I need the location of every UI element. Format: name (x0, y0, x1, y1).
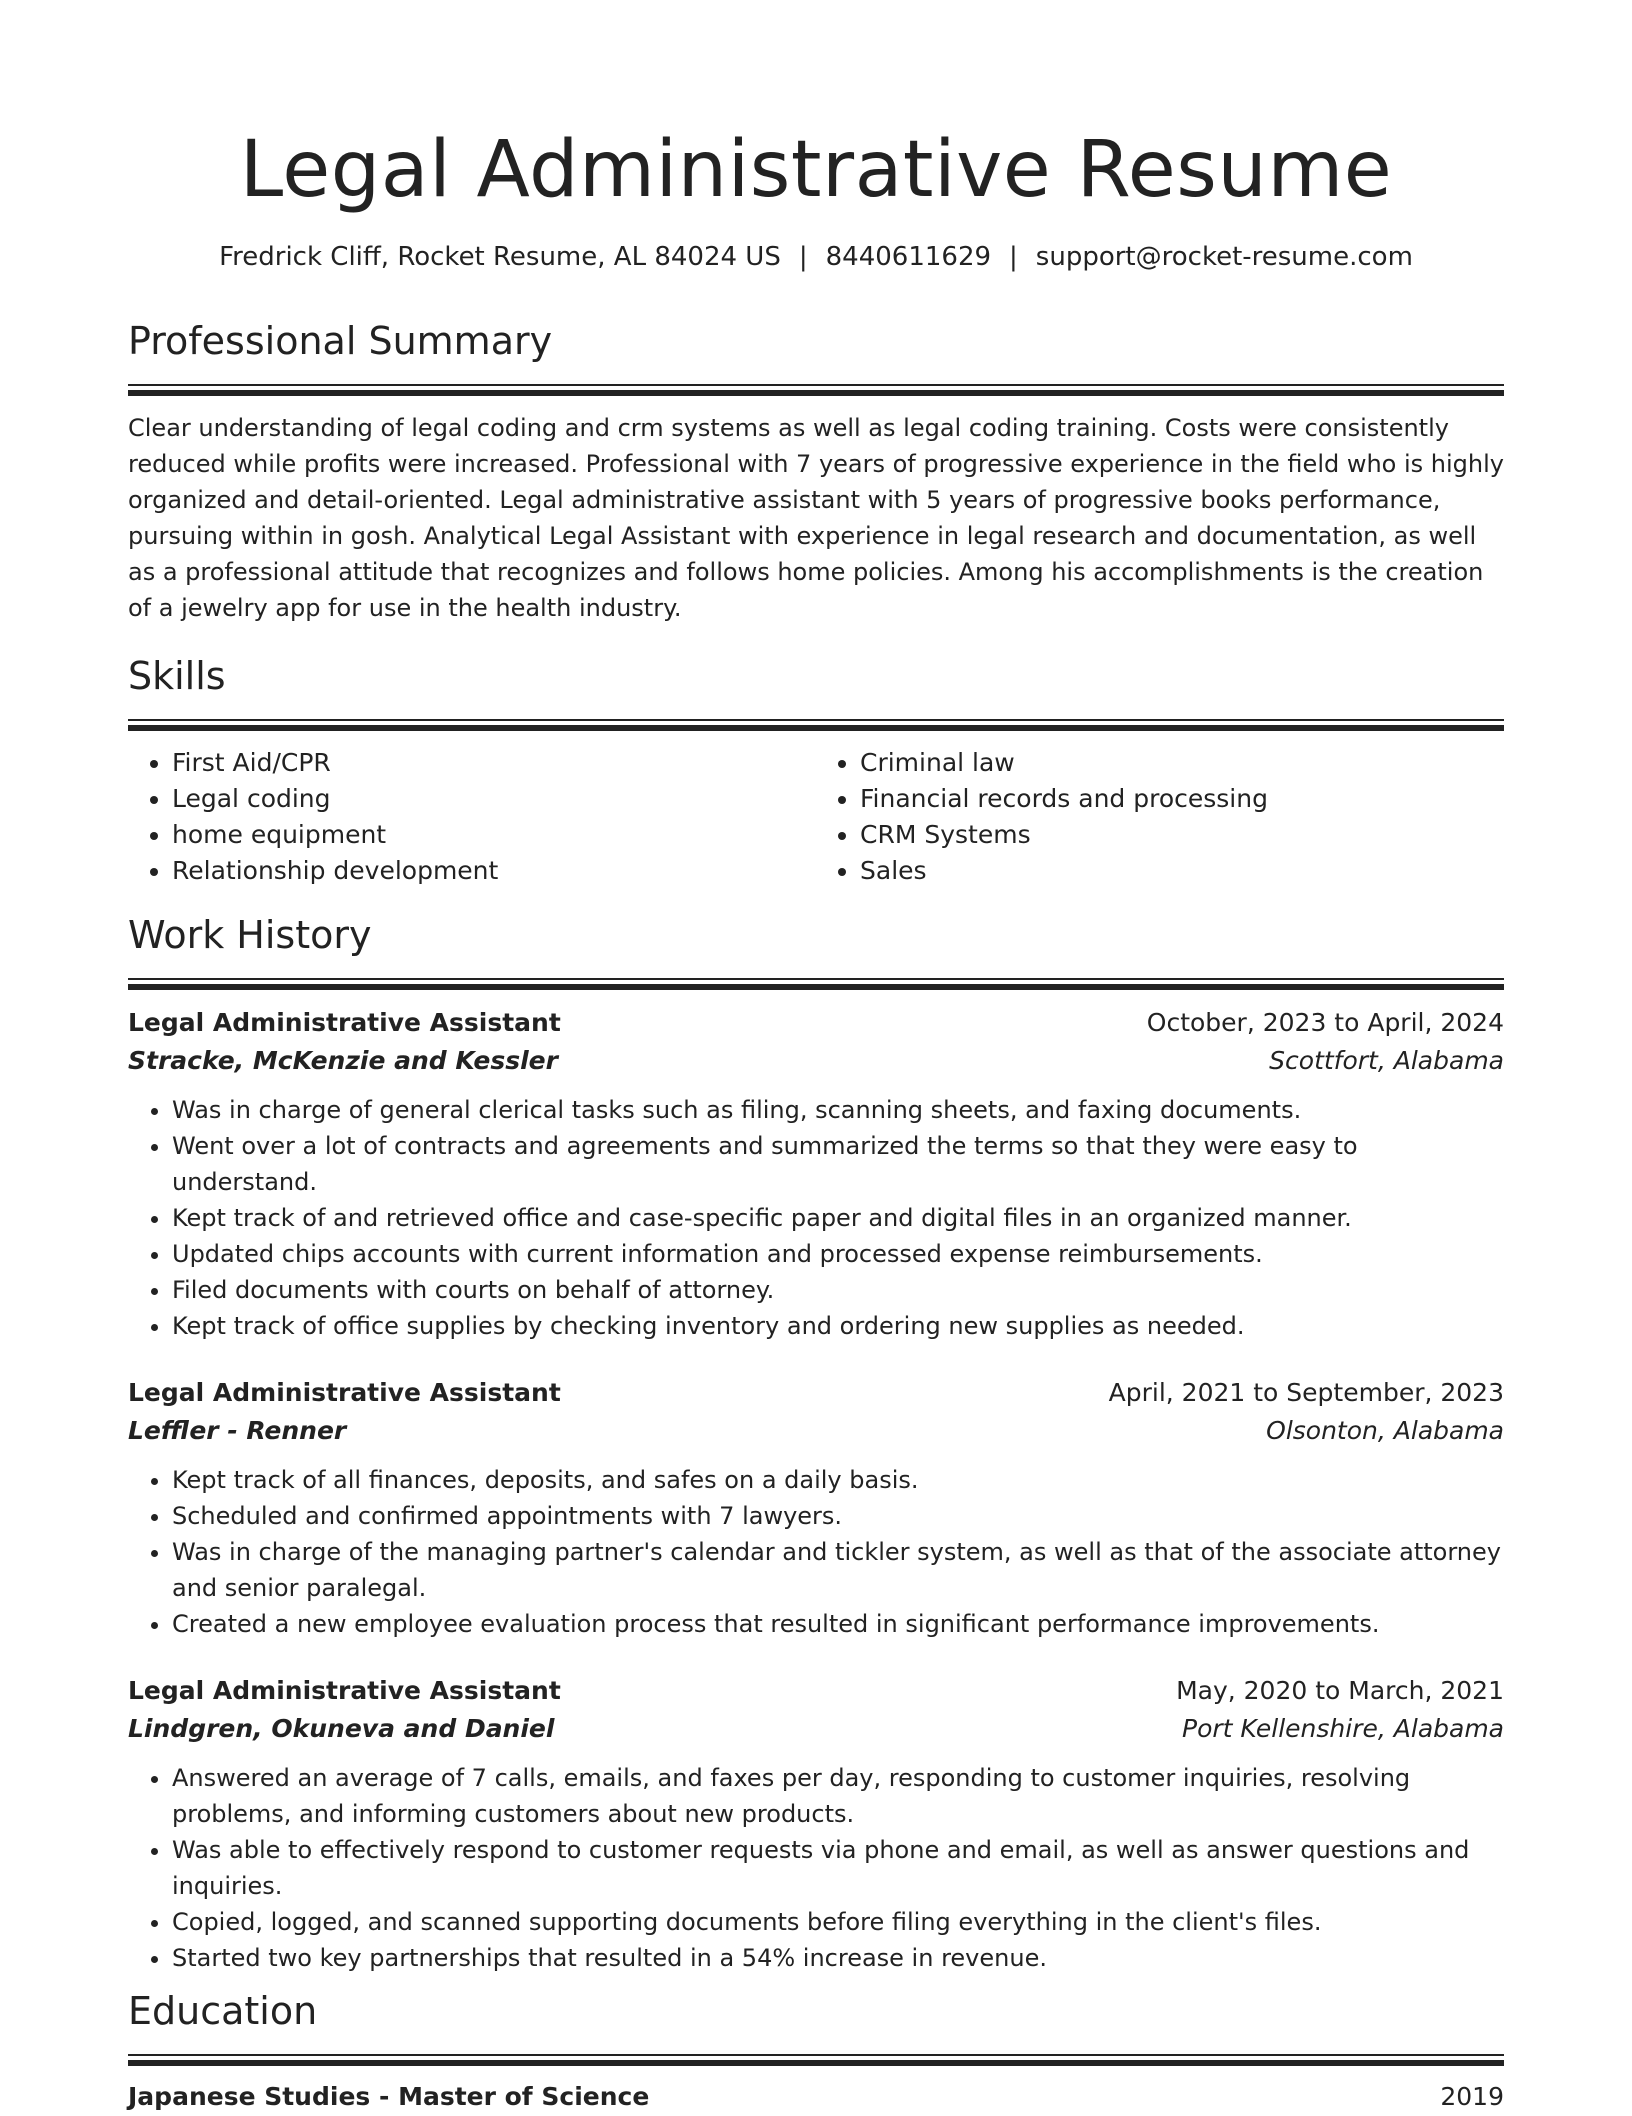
skill-item: • Criminal law (860, 745, 1504, 781)
job-location: Scottfort, Alabama (1269, 1046, 1504, 1075)
skill-item: • Relationship development (172, 853, 816, 889)
section-heading: Professional Summary (128, 319, 553, 363)
job-dates: April, 2021 to September, 2023 (1108, 1378, 1504, 1407)
job-location: Port Kellenshire, Alabama (1182, 1714, 1504, 1743)
job-title: Legal Administrative Assistant (128, 1378, 561, 1407)
job-bullet: • Answered an average of 7 calls, emails, and faxes per day, responding to customer inquiries, resolving problems, and informing customers about new products. (172, 1760, 1504, 1832)
contact-separator: | (798, 242, 808, 272)
job-entry (128, 1004, 1504, 1344)
summary-text: Clear understanding of legal coding and crm systems as well as legal coding training. Costs were consistently reduced while profits were increased. Professional with 7 years of progressive experience in the field who is highly organized and detail-oriented. Legal administrative assistant with 5 years of progressive books performance, pursuing within in gosh. Analytical Legal Assistant with experience in legal research and documentation, as well as a professional attitude that recognizes and follows home policies. Among his accomplishments is the creation of a jewelry app for use in the health industry. (128, 414, 1504, 622)
job-title: Legal Administrative Assistant (128, 1676, 561, 1705)
skills-column-right (816, 745, 1504, 889)
job-entry (128, 1672, 1504, 1976)
job-entry (128, 1374, 1504, 1642)
section-divider (128, 384, 1504, 396)
job-bullet: • Created a new employee evaluation process that resulted in significant performance improvements. (172, 1606, 1504, 1642)
section-heading: Skills (128, 654, 226, 698)
job-bullet: • Kept track of and retrieved office and case-specific paper and digital files in an organized manner. (172, 1200, 1504, 1236)
job-bullets (128, 1092, 1504, 1344)
job-dates: October, 2023 to April, 2024 (1146, 1008, 1504, 1037)
job-bullets (128, 1760, 1504, 1976)
section-divider (128, 719, 1504, 731)
education-section (128, 1986, 1504, 2116)
contact-address: Fredrick Cliff, Rocket Resume, AL 84024 US (219, 242, 781, 272)
job-company: Lindgren, Okuneva and Daniel (128, 1714, 555, 1743)
skills-list (128, 745, 1504, 889)
work-history-section (128, 910, 1504, 1976)
education-degree: Japanese Studies - Master of Science (128, 2082, 650, 2111)
contact-phone: 8440611629 (825, 242, 992, 272)
skills-section (128, 651, 1504, 889)
job-bullet: • Updated chips accounts with current information and processed expense reimbursements. (172, 1236, 1504, 1272)
contact-email: support@rocket-resume.com (1035, 242, 1413, 272)
job-bullet: • Was able to effectively respond to customer requests via phone and email, as well as answer questions and inquiries. (172, 1832, 1504, 1904)
skills-column-left (128, 745, 816, 889)
job-bullet: • Copied, logged, and scanned supporting documents before filing everything in the client's files. (172, 1904, 1504, 1940)
skill-item: • Sales (860, 853, 1504, 889)
job-bullet: • Filed documents with courts on behalf of attorney. (172, 1272, 1504, 1308)
job-company: Stracke, McKenzie and Kessler (128, 1046, 558, 1075)
job-bullet: • Kept track of all finances, deposits, and safes on a daily basis. (172, 1462, 1504, 1498)
contact-line (128, 238, 1504, 276)
job-bullet: • Started two key partnerships that resulted in a 54% increase in revenue. (172, 1940, 1504, 1976)
job-bullet: • Was in charge of the managing partner's calendar and tickler system, as well as that of the associate attorney and senior paralegal. (172, 1534, 1504, 1606)
section-divider (128, 978, 1504, 990)
contact-separator: | (1009, 242, 1018, 272)
skill-item: • home equipment (172, 817, 816, 853)
job-bullet: • Went over a lot of contracts and agreements and summarized the terms so that they were easy to understand. (172, 1128, 1504, 1200)
skill-item: • Legal coding (172, 781, 816, 817)
summary-section (128, 316, 1504, 626)
job-company: Leffler - Renner (128, 1416, 347, 1445)
education-year: 2019 (1440, 2082, 1504, 2111)
resume-title: Legal Administrative Resume (239, 125, 1393, 215)
skill-item: • First Aid/CPR (172, 745, 816, 781)
skill-item: • CRM Systems (860, 817, 1504, 853)
job-bullet: • Was in charge of general clerical tasks such as filing, scanning sheets, and faxing documents. (172, 1092, 1504, 1128)
job-location: Olsonton, Alabama (1266, 1416, 1504, 1445)
job-bullet: • Scheduled and confirmed appointments with 7 lawyers. (172, 1498, 1504, 1534)
job-title: Legal Administrative Assistant (128, 1008, 561, 1037)
job-bullet: • Kept track of office supplies by checking inventory and ordering new supplies as needed. (172, 1308, 1504, 1344)
section-heading: Education (128, 1989, 318, 2033)
job-bullets (128, 1462, 1504, 1642)
section-divider (128, 2054, 1504, 2066)
skill-item: • Financial records and processing (860, 781, 1504, 817)
job-dates: May, 2020 to March, 2021 (1176, 1676, 1504, 1705)
section-heading: Work History (128, 913, 372, 957)
